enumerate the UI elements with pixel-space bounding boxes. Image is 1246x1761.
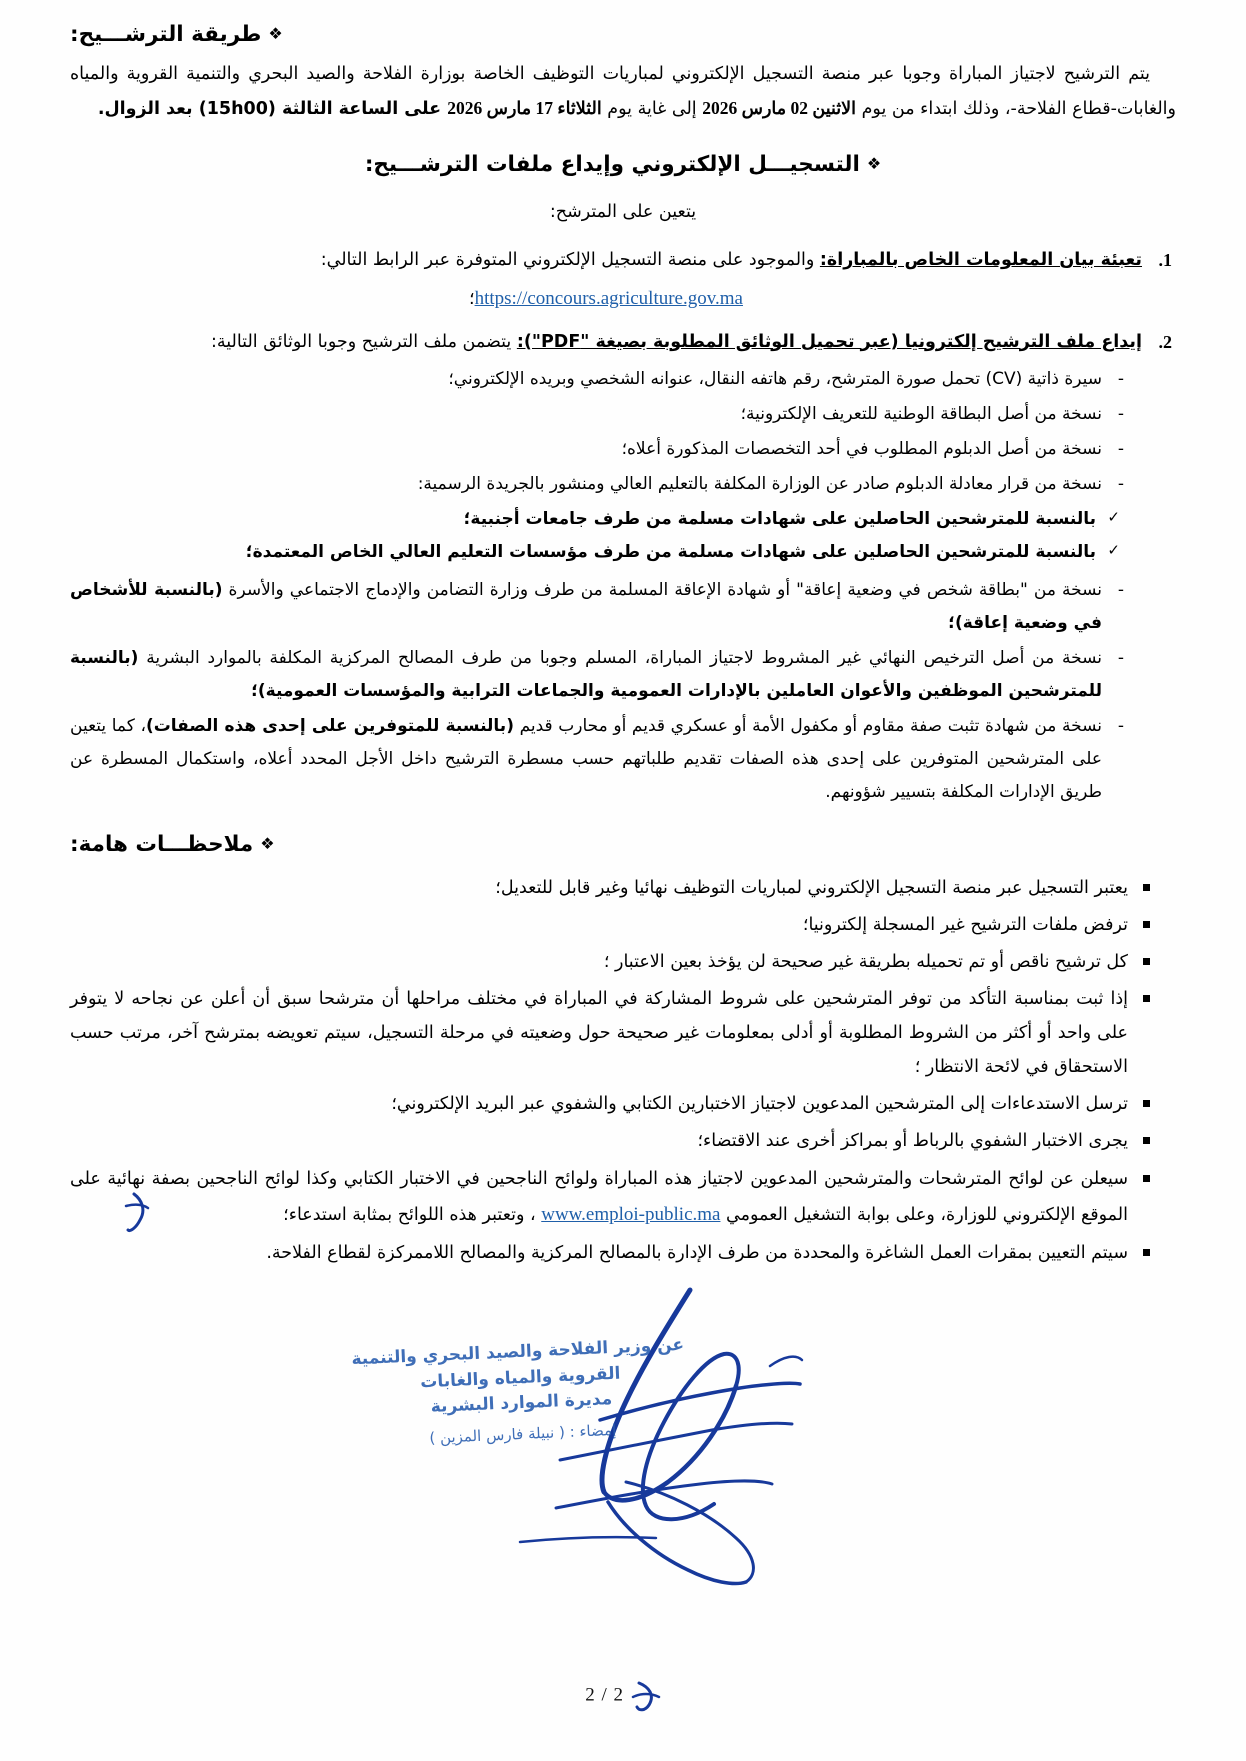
diamond-bullet-icon: ❖ [260,833,275,853]
stamp-line-1: عن وزير الفلاحة والصيد البحري والتنمية [351,1334,685,1370]
veteran-doc-bold: (بالنسبة للمتوفرين على إحدى هذه الصفات) [145,716,514,737]
candidature-method-heading [70,22,283,47]
signature-block [0,1270,1246,1600]
page-footer [0,1679,1246,1713]
authorization-doc-text: نسخة من أصل الترخيص النهائي غير المشروط لاجتياز المباراة، المسلم وجوبا من طرف المصالح المركزية المكلفة بالموارد البشرية [138,647,1102,668]
registration-title: التسجيـــل الإلكتروني وإيداع ملفات الترشـــيح: [364,152,860,178]
equivalence-conditions-list [70,503,1142,569]
important-note-item: يجرى الاختبار الشفوي بالرباط أو بمراكز أخرى عند الاقتضاء؛ [70,1124,1128,1158]
step-2-bold-label: إيداع ملف الترشيح إلكترونيا (عبر تحميل الوثائق المطلوبة بصيغة "PDF"): [516,331,1142,352]
diamond-bullet-icon: ❖ [268,24,283,43]
stamp-line-3: مديرة الموارد البشرية [430,1389,613,1417]
handwritten-signature-icon [0,1270,1246,1600]
important-notes-heading [70,832,275,857]
registration-intro: يتعين على المترشح: [549,202,697,223]
document-content [70,22,1176,1273]
veteran-doc-text: نسخة من شهادة تثبت صفة مقاوم أو مكفول الأمة أو عسكري قديم أو محارب قديم [513,716,1102,737]
required-document-item: - نسخة من أصل البطاقة الوطنية للتعريف الإلكترونية؛ [70,398,1102,431]
required-document-item: - نسخة من قرار معادلة الدبلوم صادر عن الوزارة المكلفة بالتعليم العالي ومنشور بالجريدة الرسمية: [70,468,1102,501]
required-document-item-authorization [70,642,1102,708]
required-document-item-veteran [70,710,1102,809]
registration-link-row [70,280,1142,317]
disability-doc-suffix: ؛ [948,612,955,633]
stamp-line-4: إمضاء : ( نبيلة فارس المزين ) [428,1420,617,1447]
equivalence-condition-item: ✓ بالنسبة للمترشحين الحاصلين على شهادات مسلمة من طرف مؤسسات التعليم العالي الخاص المعتمدة؛ [70,536,1096,569]
important-note-item: كل ترشيح ناقص أو تم تحميله بطريقة غير صحيحة لن يؤخذ بعين الاعتبار ؛ [70,945,1128,979]
step-2-rest: يتضمن ملف الترشيح وجوبا الوثائق التالية: [210,331,517,352]
disability-doc-text: نسخة من "بطاقة شخص في وضعية إعاقة" أو شهادة الإعاقة المسلمة من طرف وزارة التضامن والإدماج الاجتماعي والأسرة [222,579,1102,600]
required-documents-list [70,363,1142,502]
important-notes-heading-row [70,832,1176,857]
registration-heading [365,152,881,177]
candidature-method-title: طريقة الترشـــيح: [70,22,262,47]
start-date: الاثنين 02 مارس 2026 [702,98,856,119]
step-1-rest: والموجود على منصة التسجيل الإلكتروني المتوفرة عبر الرابط التالي: [320,250,820,271]
disability-doc-bold: (بالنسبة للأشخاص في وضعية إعاقة) [70,579,1102,633]
registration-steps-list [70,243,1176,809]
stamp-line-2: القروية والمياه والغابات [419,1363,621,1392]
page-scribble-icon [120,1190,160,1236]
equivalence-condition-item: ✓ بالنسبة للمترشحين الحاصلين على شهادات مسلمة من طرف جامعات أجنبية؛ [70,503,1096,536]
diamond-bullet-icon: ❖ [866,154,882,174]
candidature-method-mid: إلى غاية يوم [601,99,703,120]
signature-stamp-text [351,1333,688,1452]
important-note-item-final: سيتم التعيين بمقرات العمل الشاغرة والمحددة من طرف الإدارة بالمصالح المركزية والمصالح اللاممركزة لقطاع الفلاحة. [70,1236,1128,1270]
important-note-item-with-link [70,1162,1128,1233]
footer-scribble-icon [629,1679,667,1713]
important-note-item: إذا ثبت بمناسبة التأكد من توفر المترشحين على شروط المشاركة في المباراة في مختلف مراحلها أن مترشحا سبق أن أعلن عن نجاحه لا يتوفر على واحد أو أكثر من الشروط المطلوبة أو أدلى بمعلومات غير صحيحة حول وضعيته في مرحلة التسجيل، سيتم تعويضه بمترشح آخر، مرتب حسب الاستحقاق في لائحة الانتظار ؛ [70,982,1128,1084]
registration-step-2 [70,325,1142,810]
required-document-item: - سيرة ذاتية (CV) تحمل صورة المترشح، رقم هاتفه النقال، عنوانه الشخصي وبريده الإلكتروني؛ [70,363,1102,396]
end-date: الثلاثاء 17 مارس 2026 [447,98,602,119]
link-suffix: ؛ [469,288,475,309]
required-document-item-disability [70,574,1102,640]
candidature-method-heading-row [70,22,1176,47]
required-documents-list-continued [70,574,1142,810]
veteran-doc-suffix: ، كما يتعين على المترشحين المتوفرين على إحدى هذه الصفات تقديم طلباتهم حسب مسطرة الترشيح داخل الأجل المحدد أعلاه، واستكمال المسطرة عن طريق الإدارات المكلفة بتسيير شؤونهم. [70,716,1102,803]
note-link-text-after: ، وتعتبر هذه اللوائح بمثابة استدعاء؛ [283,1204,542,1225]
candidature-method-tail: على الساعة الثالثة (15h00) بعد الزوال. [97,99,448,120]
emploi-public-link[interactable]: www.emploi-public.ma [541,1203,721,1225]
registration-heading-row [70,152,1176,177]
authorization-doc-suffix: ؛ [251,680,258,701]
required-document-item: - نسخة من أصل الدبلوم المطلوب في أحد التخصصات المذكورة أعلاه؛ [70,433,1102,466]
important-note-item: يعتبر التسجيل عبر منصة التسجيل الإلكتروني لمباريات التوظيف نهائيا وغير قابل للتعديل؛ [70,871,1128,905]
important-notes-list [70,871,1176,1270]
candidature-method-paragraph [70,57,1176,126]
step-1-bold-label: تعبئة بيان المعلومات الخاص بالمباراة: [819,250,1142,271]
concours-platform-link[interactable]: https://concours.agriculture.gov.ma [474,287,743,309]
registration-step-1 [70,243,1142,316]
authorization-doc-bold: (بالنسبة للمترشحين الموظفين والأعوان العاملين بالإدارات العمومية والجماعات الترابية والمؤسسات العمومية) [70,647,1102,701]
important-note-item: ترفض ملفات الترشيح غير المسجلة إلكترونيا؛ [70,908,1128,942]
important-notes-title: ملاحظـــات هامة: [70,831,254,857]
page-number: 2 / 2 [585,1684,625,1706]
important-note-item: ترسل الاستدعاءات إلى المترشحين المدعوين لاجتياز الاختبارين الكتابي والشفوي عبر البريد الإلكتروني؛ [70,1087,1128,1121]
note-link-text-before: سيعلن عن لوائح المترشحات والمترشحين المدعوين لاجتياز هذه المباراة ولوائح الناجحين في الاختبار الكتابي وكذا لوائح الناجحين بصفة نهائية على الموقع الإلكتروني للوزارة، وعلى بوابة التشغيل العمومي [70,1168,1128,1225]
candidature-method-text-1: يتم الترشيح لاجتياز المباراة وجوبا عبر منصة التسجيل الإلكتروني لمباريات التوظيف الخاصة بوزارة الفلاحة والصيد البحري والتنمية القروية والمياه والغابات-قطاع الفلاحة-، وذلك ابتداء من يوم [70,64,1176,120]
